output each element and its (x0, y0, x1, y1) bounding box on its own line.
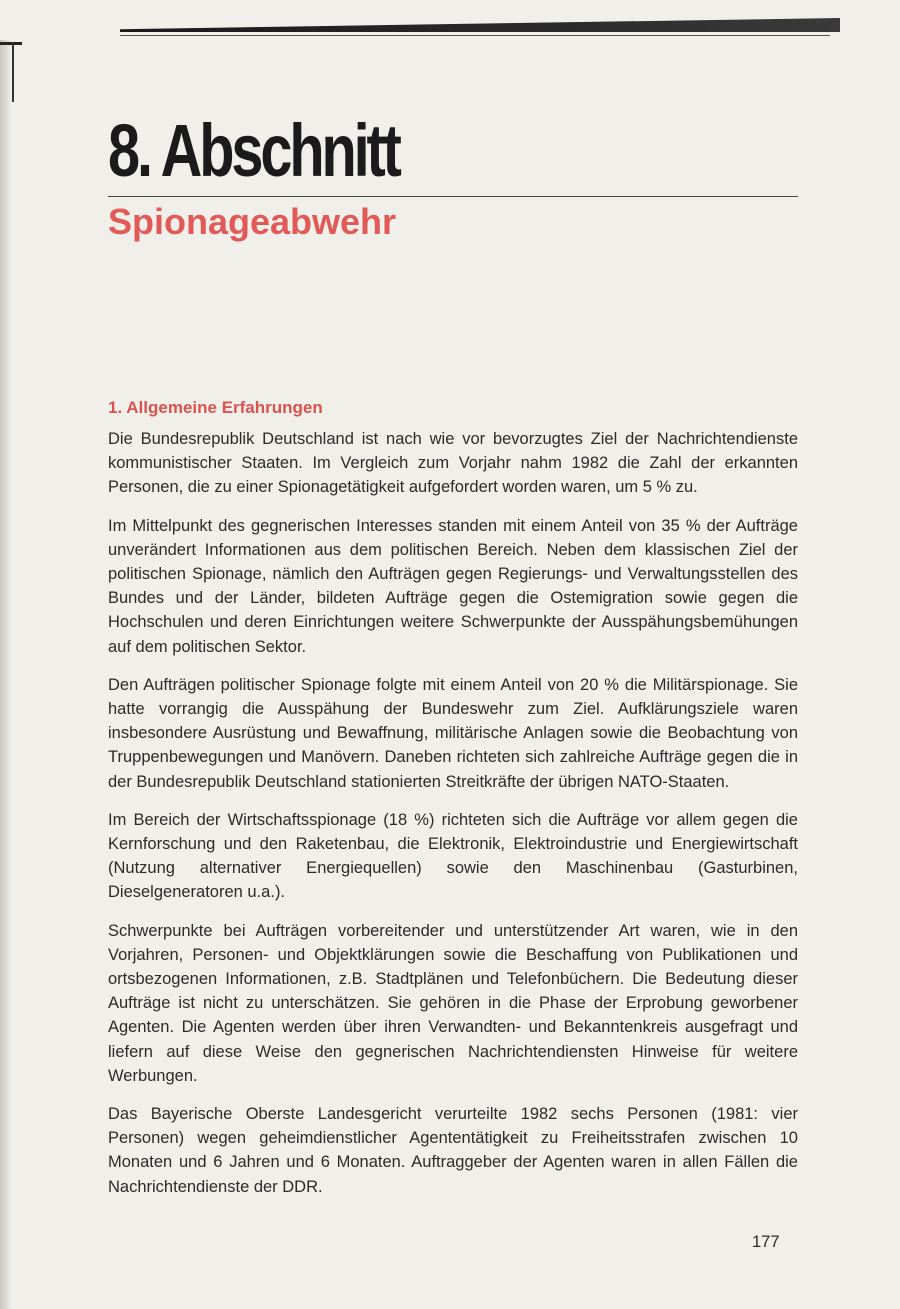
scan-top-thin-rule (120, 35, 830, 36)
chapter-title: Spionageabwehr (108, 201, 397, 242)
scan-corner-mark-vertical (12, 42, 14, 102)
scan-corner-mark (0, 42, 22, 45)
page-number: 177 (752, 1233, 780, 1251)
body-text (108, 427, 798, 1213)
paragraph: Den Aufträgen politischer Spionage folgte mit einem Anteil von 20 % die Militärspionage. Sie hatte vorrangig die Ausspähung der Bundeswehr zum Ziel. Aufklärungsziele waren insbesondere Ausrüstung und Bewaffnung, militärische Anlagen sowie die Beobachtung von Truppenbewegungen und Manövern. Daneben richteten sich zahlreiche Aufträge gegen die in der Bundesrepublik Deutschland stationierten Streitkräfte der übrigen NATO-Staaten. (108, 675, 798, 791)
scan-top-rule (120, 18, 840, 32)
section-heading: 1. Allgemeine Erfahrungen (108, 398, 323, 417)
chapter-label: 8. Abschnitt (108, 109, 399, 192)
paragraph: Das Bayerische Oberste Landesgericht verurteilte 1982 sechs Personen (1981: vier Personen) wegen geheimdienstlicher Agententätigkeit zu Freiheitsstrafen zwischen 10 Monaten und 6 Jahren und 6 Monaten. Auftraggeber der Agenten waren in allen Fällen die Nachrichtendienste der DDR. (108, 1105, 798, 1196)
chapter-divider (108, 196, 798, 197)
paragraph: Schwerpunkte bei Aufträgen vorbereitender und unterstützender Art waren, wie in den Vorjahren, Personen- und Objektklärungen sowie die Beschaffung von Publikationen und ortsbezogenen Informationen, z.B. Stadtplänen und Telefonbüchern. Die Bedeutung dieser Aufträge ist nicht zu unterschätzen. Sie gehören in die Phase der Erprobung geworbener Agenten. Die Agenten werden über ihren Verwandten- und Bekanntenkreis ausgefragt und liefern auf diese Weise den gegnerischen Nachrichtendiensten Hinweise für weitere Werbungen. (108, 921, 798, 1085)
scan-left-edge (0, 40, 12, 1309)
paragraph: Im Bereich der Wirtschaftsspionage (18 %) richteten sich die Aufträge vor allem gegen die Kernforschung und den Raketenbau, die Elektronik, Elektroindustrie und Energiewirtschaft (Nutzung alternativer Energiequellen) sowie den Maschinenbau (Gasturbinen, Dieselgeneratoren u.a.). (108, 810, 798, 902)
paragraph: Die Bundesrepublik Deutschland ist nach wie vor bevorzugtes Ziel der Nachrichtendienste kommunistischer Staaten. Im Vergleich zum Vorjahr nahm 1982 die Zahl der erkannten Personen, die zu einer Spionagetätigkeit aufgefordert worden waren, um 5 % zu. (108, 430, 798, 497)
paragraph: Im Mittelpunkt des gegnerischen Interesses standen mit einem Anteil von 35 % der Aufträge unverändert Informationen aus dem politischen Bereich. Neben dem klassischen Ziel der politischen Spionage, nämlich den Aufträgen gegen Regierungs- und Verwaltungsstellen des Bundes und der Länder, bildeten Aufträge gegen die Ostemigration sowie gegen die Hochschulen und deren Einrichtungen weitere Schwerpunkte der Ausspähungsbemühungen auf dem politischen Sektor. (108, 516, 798, 656)
